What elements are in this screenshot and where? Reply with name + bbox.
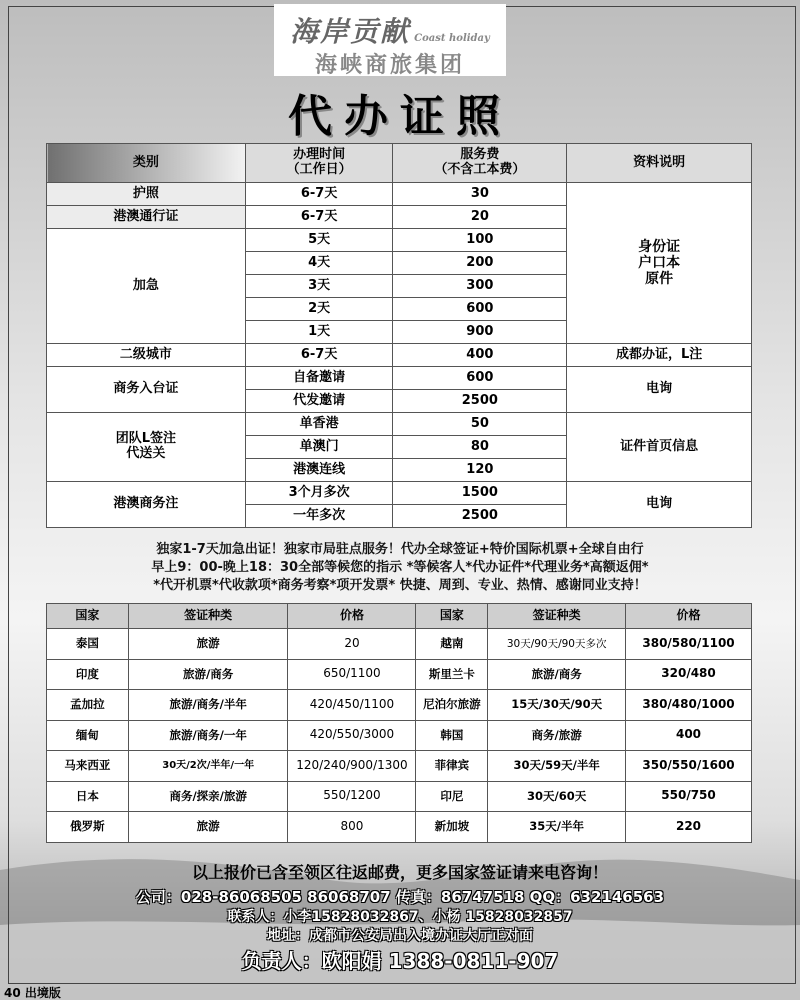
table-row [47, 781, 752, 812]
fee-cell: 1500 [393, 482, 567, 505]
time-cell: 6-7天 [245, 183, 393, 206]
country-cell: 马来西亚 [47, 751, 129, 782]
fee-cell: 80 [393, 436, 567, 459]
promo-line-3: *代开机票*代收款项*商务考察*项开发票* 快捷、周到、专业、热情、感谢同业支持！ [153, 578, 647, 593]
fee-cell: 120 [393, 459, 567, 482]
docs-cell: 电询 [567, 482, 752, 528]
table-row [47, 690, 752, 721]
price-cell: 320/480 [626, 659, 752, 690]
visa-type-cell: 旅游 [128, 629, 288, 660]
fee-cell: 600 [393, 298, 567, 321]
time-cell: 单香港 [245, 413, 393, 436]
header-docs: 资料说明 [567, 144, 752, 183]
category-cell: 护照 [47, 183, 246, 206]
fee-cell: 100 [393, 229, 567, 252]
table-row [47, 413, 752, 436]
fee-cell: 400 [393, 344, 567, 367]
price-cell: 220 [626, 812, 752, 843]
country-cell: 越南 [416, 629, 488, 660]
category-cell: 商务入台证 [47, 367, 246, 413]
visa-type-cell: 15天/30天/90天 [488, 690, 626, 721]
country-cell: 斯里兰卡 [416, 659, 488, 690]
header-price: 价格 [288, 604, 416, 629]
price-cell: 420/550/3000 [288, 720, 416, 751]
price-cell: 420/450/1100 [288, 690, 416, 721]
time-cell: 港澳连线 [245, 459, 393, 482]
logo-brand: 海岸贡献 [290, 15, 411, 48]
visa-type-cell: 旅游/商务/半年 [128, 690, 288, 721]
header-country: 国家 [416, 604, 488, 629]
country-cell: 泰国 [47, 629, 129, 660]
table-row [47, 812, 752, 843]
time-cell: 1天 [245, 321, 393, 344]
table-row [47, 183, 752, 206]
header-visa-type: 签证种类 [128, 604, 288, 629]
time-cell: 6-7天 [245, 206, 393, 229]
visa-type-cell: 旅游/商务 [128, 659, 288, 690]
docs-cell: 证件首页信息 [567, 413, 752, 482]
price-cell: 20 [288, 629, 416, 660]
table-row [47, 367, 752, 390]
fee-cell: 2500 [393, 505, 567, 528]
document-service-table [46, 143, 752, 528]
fee-cell: 200 [393, 252, 567, 275]
time-cell: 5天 [245, 229, 393, 252]
time-cell: 单澳门 [245, 436, 393, 459]
footer-manager: 负责人：欧阳娟 1388-0811-907 [241, 949, 559, 973]
category-cell: 港澳通行证 [47, 206, 246, 229]
time-cell: 自备邀请 [245, 367, 393, 390]
docs-cell: 身份证 户口本 原件 [567, 183, 752, 344]
time-cell: 4天 [245, 252, 393, 275]
price-cell: 800 [288, 812, 416, 843]
country-cell: 俄罗斯 [47, 812, 129, 843]
price-cell: 120/240/900/1300 [288, 751, 416, 782]
visa-type-cell: 35天/半年 [488, 812, 626, 843]
price-cell: 550/1200 [288, 781, 416, 812]
category-cell: 二级城市 [47, 344, 246, 367]
price-cell: 650/1100 [288, 659, 416, 690]
visa-type-cell: 30天/2次/半年/一年 [128, 751, 288, 782]
country-cell: 日本 [47, 781, 129, 812]
visa-type-cell: 商务/旅游 [488, 720, 626, 751]
fee-cell: 20 [393, 206, 567, 229]
country-cell: 新加坡 [416, 812, 488, 843]
time-cell: 2天 [245, 298, 393, 321]
price-cell: 550/750 [626, 781, 752, 812]
header-visa-type: 签证种类 [488, 604, 626, 629]
country-cell: 韩国 [416, 720, 488, 751]
category-cell: 加急 [47, 229, 246, 344]
time-cell: 3天 [245, 275, 393, 298]
fee-cell: 30 [393, 183, 567, 206]
price-cell: 400 [626, 720, 752, 751]
price-cell: 350/550/1600 [626, 751, 752, 782]
fee-cell: 300 [393, 275, 567, 298]
country-cell: 缅甸 [47, 720, 129, 751]
visa-type-cell: 商务/探亲/旅游 [128, 781, 288, 812]
price-cell: 380/480/1000 [626, 690, 752, 721]
header-country: 国家 [47, 604, 129, 629]
time-cell: 一年多次 [245, 505, 393, 528]
promo-line-2: 早上9：00-晚上18：30全部等候您的指示 *等候客人*代办证件*代理业务*高额返佣* [151, 560, 649, 575]
logo-group-name: 海峡商旅集团 [314, 53, 465, 78]
header-category: 类别 [47, 144, 246, 183]
country-cell: 印度 [47, 659, 129, 690]
table-header-row [47, 604, 752, 629]
country-cell: 菲律宾 [416, 751, 488, 782]
price-cell: 380/580/1100 [626, 629, 752, 660]
docs-cell: 电询 [567, 367, 752, 413]
footer-address: 地址：成都市公安局出入境办证大厅正对面 [267, 928, 533, 944]
fee-cell: 50 [393, 413, 567, 436]
visa-type-cell: 旅游/商务 [488, 659, 626, 690]
visa-type-cell: 30天/60天 [488, 781, 626, 812]
visa-type-cell: 30天/90天/90天多次 [488, 629, 626, 660]
table-row [47, 482, 752, 505]
header-time: 办理时间 （工作日） [245, 144, 393, 183]
country-cell: 印尼 [416, 781, 488, 812]
country-cell: 孟加拉 [47, 690, 129, 721]
country-cell: 尼泊尔旅游 [416, 690, 488, 721]
visa-price-table [46, 603, 752, 843]
footer-contact-person: 联系人：小李15828032867、小杨 15828032857 [227, 909, 573, 925]
table-row [47, 751, 752, 782]
header-fee: 服务费 （不含工本费） [393, 144, 567, 183]
header-price: 价格 [626, 604, 752, 629]
table-row [47, 720, 752, 751]
logo [274, 4, 506, 76]
logo-brand-en: Coast holiday [414, 33, 490, 44]
visa-type-cell: 旅游 [128, 812, 288, 843]
table-header-row [47, 144, 752, 183]
category-cell: 港澳商务注 [47, 482, 246, 528]
visa-type-cell: 30天/59天/半年 [488, 751, 626, 782]
fee-cell: 2500 [393, 390, 567, 413]
footer-contacts: 公司：028-86068505 86068707 传真：86747518 QQ：632146563 [135, 888, 665, 906]
docs-cell: 成都办证，L注 [567, 344, 752, 367]
table-row [47, 659, 752, 690]
footer-note: 以上报价已含至领区往返邮费，更多国家签证请来电咨询！ [191, 863, 608, 882]
table-row [47, 344, 752, 367]
time-cell: 6-7天 [245, 344, 393, 367]
page-number-label: 40 出境版 [4, 986, 61, 1000]
page-title: 代办证照 [288, 91, 512, 142]
table-row [47, 629, 752, 660]
time-cell: 代发邀请 [245, 390, 393, 413]
fee-cell: 600 [393, 367, 567, 390]
visa-type-cell: 旅游/商务/一年 [128, 720, 288, 751]
promo-line-1: 独家1-7天加急出证！独家市局驻点服务！代办全球签证+特价国际机票+全球自由行 [156, 542, 644, 557]
category-cell: 团队L签注 代送关 [47, 413, 246, 482]
fee-cell: 900 [393, 321, 567, 344]
time-cell: 3个月多次 [245, 482, 393, 505]
